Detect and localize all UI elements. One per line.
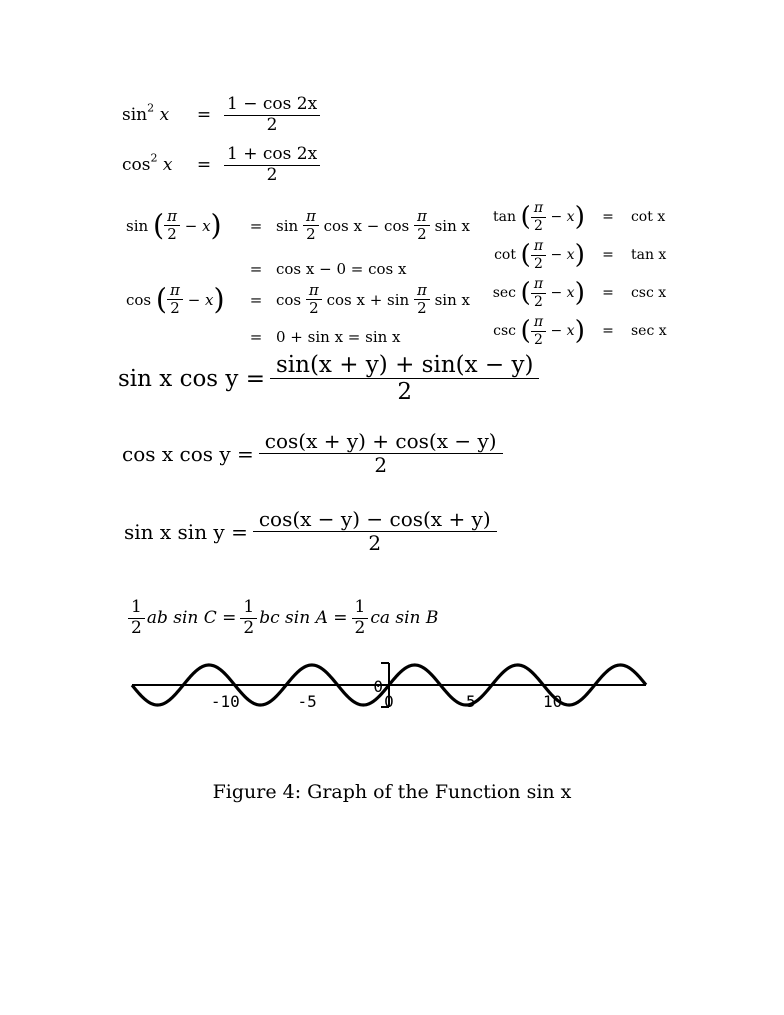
cos-squared-fraction: $\frac{1 + \cos 2x}{2}$ bbox=[224, 145, 320, 185]
cos-cofunction-rhs: cos $\frac{\pi}{2}$ cos x + sin $\frac{\pi}{2}$ sin x bbox=[276, 281, 470, 318]
cofunction-row-sec: sec ( $\frac{\pi}{2}$ − x ) = csc x bbox=[492, 276, 667, 310]
sin-cofunction-lhs: sin ( $\frac{\pi}{2}$ − x ) bbox=[126, 207, 222, 244]
product-fraction: $\frac{\sin(x + y) + \sin(x - y)}{2}$ bbox=[273, 352, 536, 406]
equals: = bbox=[196, 155, 212, 176]
sin-squared-lhs: $\sin^2 x$ bbox=[122, 101, 170, 126]
figure-caption: Figure 4: Graph of the Function sin x bbox=[212, 781, 572, 803]
x-tick-label: 10 bbox=[543, 692, 563, 711]
equals: = bbox=[249, 260, 263, 278]
equals: = bbox=[196, 105, 212, 126]
eq-triangle-area: $\frac{1}{2}$ ab sin C = $\frac{1}{2}$ bc sin A = $\frac{1}{2}$ ca sin B bbox=[128, 598, 438, 638]
cos-squared-lhs: $\cos^2 x$ bbox=[122, 151, 173, 176]
cofunction-row-tan: tan ( $\frac{\pi}{2}$ − x ) = cot x bbox=[493, 200, 666, 234]
product-lhs: sin x cos y = bbox=[118, 365, 265, 392]
equals: = bbox=[249, 290, 263, 309]
cos-cofunction-result: 0 + sin x = sin x bbox=[276, 328, 401, 346]
equals: = bbox=[249, 216, 263, 235]
product-fraction: $\frac{\cos(x + y) + \cos(x - y)}{2}$ bbox=[262, 430, 500, 477]
x-tick-label: -5 bbox=[297, 692, 317, 711]
product-lhs: cos x cos y = bbox=[122, 441, 254, 466]
sin-cofunction-result: cos x − 0 = cos x bbox=[276, 260, 407, 278]
x-tick-label: 5 bbox=[466, 692, 476, 711]
product-fraction: $\frac{\cos(x - y) - \cos(x + y)}{2}$ bbox=[256, 508, 494, 555]
x-tick-label: 0 bbox=[384, 692, 394, 711]
y-tick-label: 0 bbox=[373, 677, 383, 696]
cofunction-row-cot: cot ( $\frac{\pi}{2}$ − x ) = tan x bbox=[494, 238, 667, 272]
product-lhs: sin x sin y = bbox=[124, 519, 248, 544]
cos-cofunction-lhs: cos ( $\frac{\pi}{2}$ − x ) bbox=[126, 281, 225, 318]
x-tick-label: -10 bbox=[210, 692, 240, 711]
chart-plot-area bbox=[132, 663, 646, 711]
equals: = bbox=[249, 328, 263, 346]
sin-squared-fraction: $\frac{1 - \cos 2x}{2}$ bbox=[224, 95, 320, 135]
cofunction-row-csc: csc ( $\frac{\pi}{2}$ − x ) = sec x bbox=[493, 314, 667, 348]
sin-cofunction-rhs: sin $\frac{\pi}{2}$ cos x − cos $\frac{\pi}{2}$ sin x bbox=[276, 207, 470, 244]
